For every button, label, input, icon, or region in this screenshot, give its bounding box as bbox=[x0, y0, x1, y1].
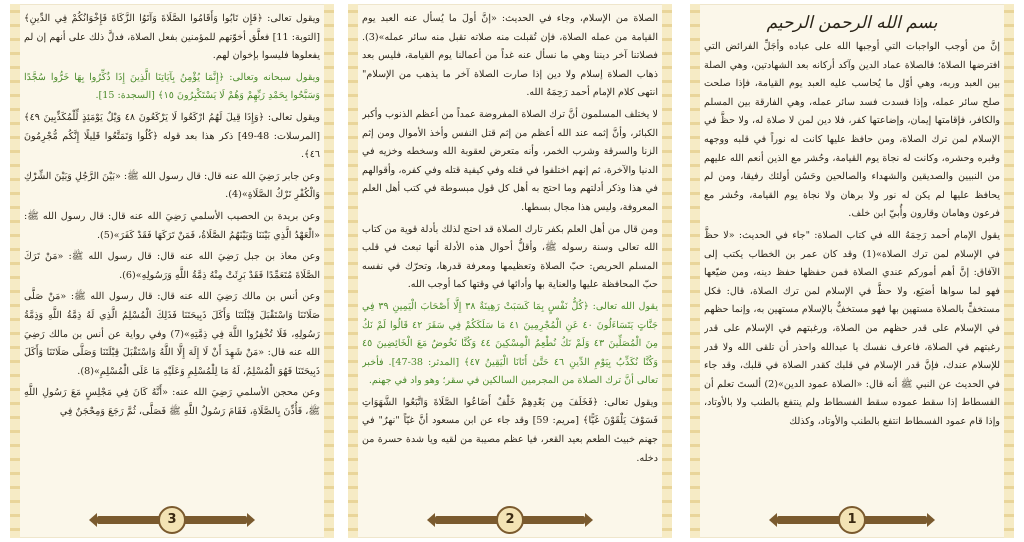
page-2-text bbox=[362, 10, 658, 500]
page-border-left bbox=[348, 4, 358, 538]
hadith-paragraph: وعن بريدة بن الحصيب الأسلمي رَضِيَ الله عنه قال: قال رسول الله ﷺ: «الْعَهْدُ الَّذِي بَيْنَنَا وَبَيْنَهُمُ الصَّلَاةُ، فَمَنْ تَرَكَهَا فَقَدْ كَفَرَ»(5). bbox=[24, 210, 320, 241]
page-footer bbox=[10, 500, 334, 536]
page-3-text bbox=[24, 10, 320, 500]
page-border-left bbox=[10, 4, 20, 538]
paragraph: إنَّ من أوجب الواجبات التي أوجبها الله على عباده وأجَلِّ الفرائض التي افترضها الصلاة؛ فالصلاة عماد الدين وآكد أركانه بعد الشهادتين، وهي الصلة بين العبد وربه، وهي أوّل ما يُحاسب عليه العبد يوم القيامة، فإذا صلحت صلح سائر عمله، وإذا فسدت فسد سائر عمله، وهي الفارقة بين المسلم والكافر، فإقامتها إيمان، وإضاعتها كفر، فلا دين لمن لا صلاة له، ولا حظَّ في الإسلام لمن ترك الصلاة، ومن حافظ عليها كانت له نوراً في قلبه ووجهه وقبره وحشره، وكانت له نجاة يوم القيامة، وحُشر مع الذين أنعم الله عليهم من النبيين والصديقين والشهداء والصالحين وحَسُن أولئك رفيقا، ومن لم يحافظ عليها لم يكن له نور ولا برهان ولا نجاة يوم القيامة، وحُشر مع فرعون وهامان وقارون وأُبيّ ابن خلف. bbox=[704, 41, 1000, 220]
paragraph: ويقول تعالى: ﴿وَإِذَا قِيلَ لَهُمُ ارْكَعُوا لَا يَرْكَعُونَ ٤٨ وَيْلٌ يَوْمَئِذٍ لِّلْمُكَذِّبِينَ ٤٩﴾ [المرسلات: 48-49] ذكر هذا بعد قوله ﴿كُلُوا وَتَمَتَّعُوا قَلِيلًا إِنَّكُم مُّجْرِمُونَ ٤٦﴾. bbox=[24, 111, 320, 161]
paragraph: يقول الإمام أحمد رَحِمَهُ الله في كتاب الصلاة: "جاء في الحديث: «لا حظَّ في الإسلام لمن ترك الصلاة»(1) وقد كان عمر بن الخطاب يكتب إلى الآفاق: إنَّ أهم أموركم عندي الصلاة فمن حفظها حفظ دينه، ومن ضيّعها فهو لما سواها أضيَع، ولا حظَّ في الإسلام لمن ترك الصلاة، قال: فكل مستخفٍّ بالصلاة مستهين بها فهو مستخفٌّ بالإسلام مستهين به، وإنما حظهم في الإسلام على قدر حظهم من الصلاة، ورغبتهم في الإسلام على قدر رغبتهم في الصلاة، فاعرف نفسك يا عبدالله واحذر أن تلقى الله ولا قدر للإسلام عندك، فإنَّ قدر الإسلام في قلبك كقدر الصلاة في قلبك، وقد جاء في الحديث عن النبي ﷺ أنه قال: «الصلاة عمود الدين»(2) ألستَ تعلم أن الفسطاط إذا سقط عموده سقط الفسطاط ولم ينتفع بالطنب ولا بالأوتاد، وإذا قام عمود الفسطاط انتفع بالطنب والأوتاد، وكذلك bbox=[704, 229, 1000, 427]
page-border-left bbox=[690, 4, 700, 538]
quran-quote: ويقول سبحانه وتعالى: ﴿إِنَّمَا يُؤْمِنُ بِآيَاتِنَا الَّذِينَ إِذَا ذُكِّرُوا بِهَا خَرُّوا سُجَّدًا وَسَبَّحُوا بِحَمْدِ رَبِّهِمْ وَهُمْ لَا يَسْتَكْبِرُونَ ١٥﴾ [السجدة: 15]. bbox=[24, 71, 320, 102]
page-1 bbox=[690, 4, 1014, 538]
paragraph: لا يختلف المسلمون أنَّ ترك الصلاة المفروضة عمداً من أعظم الذنوب وأكبر الكبائر، وأنَّ إثمه عند الله أعظم من إثم قتل النفس وأخذ الأموال ومن إثم الزنا والسرقة وشرب الخمر، وأنه متعرض لعقوبة الله وسخطه وخزيه في الدنيا والآخرة، ثم إنهم اختلفوا في قتله وفي كيفية قتله وفي كفره، وأقوالهم في هذا وذكر أدلتهم وما احتج به أهل كل قول مبسوطة في كتب أهل العلم المعروفة، وليس هذا مجال بسطها. bbox=[362, 108, 658, 213]
page-border-right bbox=[662, 4, 672, 538]
basmala-heading: بسم الله الرحمن الرحيم bbox=[766, 13, 938, 33]
paragraph: ومن قال من أهل العلم بكفر تارك الصلاة قد احتج لذلك بأدلة قوية من كتاب الله تعالى وسنة رسوله ﷺ، وأقلُّ أحوال هذه الأدلة أنها تبعث في قلب المسلم الحريص: حبّ الصلاة وتعظيمها ومعرفة قدرها، وتحرّك في نفسه حبّ المحافظة عليها والعناية بها وأدائها في وقتها كما أوجب الله. bbox=[362, 223, 658, 291]
page-border-right bbox=[324, 4, 334, 538]
page-footer bbox=[348, 500, 672, 536]
page-1-text bbox=[704, 10, 1000, 500]
page-number: 2 bbox=[496, 506, 524, 534]
hadith-paragraph: وعن أنس بن مالك رَضِيَ الله عنه قال: قال رسول الله ﷺ: «مَنْ صَلَّى صَلَاتَنَا وَاسْتَقْبَلَ قِبْلَتَنَا وَأَكَلَ ذَبِيحَتَنَا فَذَلِكَ الْمُسْلِمُ الَّذِي لَهُ ذِمَّةُ اللَّهِ وَذِمَّةُ رَسُولِهِ، فَلَا تُخْفِرُوا اللَّهَ فِي ذِمَّتِهِ»(7) وفي رواية عن أنس بن مالك رَضِيَ الله عنه قال: «مَنْ شَهِدَ أَنْ لَا إِلَهَ إِلَّا اللَّهُ وَاسْتَقْبَلَ قِبْلَتَنَا وَصَلَّى صَلَاتَنَا وَأَكَلَ ذَبِيحَتَنَا فَهُوَ الْمُسْلِمُ، لَهُ مَا لِلْمُسْلِمِ وَعَلَيْهِ مَا عَلَى الْمُسْلِمِ»(8). bbox=[24, 291, 320, 377]
page-number: 3 bbox=[158, 506, 186, 534]
paragraph: ويقول تعالى: ﴿فَخَلَفَ مِن بَعْدِهِمْ خَلْفٌ أَضَاعُوا الصَّلَاةَ وَاتَّبَعُوا الشَّهَوَاتِ فَسَوْفَ يَلْقَوْنَ غَيًّا﴾ [مريم: 59] وقد جاء عن ابن مسعود أنَّ غيّاً "نهرٌ" في جهنم خبيث الطعم بعيد القعر، فيا عظم مصيبة من لقيه ويا شدة حسرة من دخله. bbox=[362, 396, 658, 464]
hadith-paragraph: وعن معاذ بن جبل رَضِيَ الله عنه قال: قال رسول الله ﷺ: «مَنْ تَرَكَ الصَّلَاةَ مُتَعَمِّدًا فَقَدْ بَرِئَتْ مِنْهُ ذِمَّةُ اللَّهِ وَرَسُولِهِ»(6). bbox=[24, 251, 320, 281]
paragraph: الصلاة من الإسلام، وجاء في الحديث: «إنَّ أولَ ما يُسأل عنه العبد يوم القيامة من عمله الصلاة، فإن تُقبلت منه صلاته تقبل منه سائر عمله»(3). فصلاتنا آخر ديننا وهي ما نسأل عنه غداً من أعمالنا يوم القيامة، فليس بعد ذهاب الصلاة إسلام ولا دين إذا صارت الصلاة آخر ما يذهب من الإسلام" انتهى كلام الإمام أحمد رَحِمَهُ الله. bbox=[362, 13, 658, 99]
paragraph: ويقول تعالى: ﴿فَإِن تَابُوا وَأَقَامُوا الصَّلَاةَ وَآتَوُا الزَّكَاةَ فَإِخْوَانُكُمْ فِي الدِّينِ﴾ [التوبة: 11] فعلَّق أخوّتهم للمؤمنين بفعل الصلاة، فدلَّ ذلك على أنهم إن لم يفعلوها فليسوا بإخوان لهم. bbox=[24, 13, 320, 62]
page-number: 1 bbox=[838, 506, 866, 534]
page-footer bbox=[690, 500, 1014, 536]
hadith-paragraph: وعن جابر رَضِيَ الله عنه قال: قال رسول الله ﷺ: «بَيْنَ الرَّجُلِ وَبَيْنَ الشِّرْكِ وَالْكُفْرِ تَرْكُ الصَّلَاةِ»(4). bbox=[24, 170, 320, 201]
page-3 bbox=[10, 4, 334, 538]
page-border-right bbox=[1004, 4, 1014, 538]
hadith-paragraph: وعن محجن الأسلمي رَضِيَ الله عنه: «أَنَّهُ كَانَ فِي مَجْلِسٍ مَعَ رَسُولِ اللَّهِ ﷺ، فَأُذِّنَ بِالصَّلَاةِ، فَقَامَ رَسُولُ اللَّهِ ﷺ فَصَلَّى، ثُمَّ رَجَعَ وَمِحْجَنٌ فِي bbox=[24, 387, 320, 417]
quran-quote: يقول الله تعالى: ﴿كُلُّ نَفْسٍ بِمَا كَسَبَتْ رَهِينَةٌ ٣٨ إِلَّا أَصْحَابَ الْيَمِينِ ٣٩ فِي جَنَّاتٍ يَتَسَاءَلُونَ ٤٠ عَنِ الْمُجْرِمِينَ ٤١ مَا سَلَكَكُمْ فِي سَقَرَ ٤٢ قَالُوا لَمْ نَكُ مِنَ الْمُصَلِّينَ ٤٣ وَلَمْ نَكُ نُطْعِمُ الْمِسْكِينَ ٤٤ وَكُنَّا نَخُوضُ مَعَ الْخَائِضِينَ ٤٥ وَكُنَّا نُكَذِّبُ بِيَوْمِ الدِّينِ ٤٦ حَتَّىٰ أَتَانَا الْيَقِينُ ٤٧﴾ [المدثر: 38-47]. فأخبر تعالى أنَّ ترك الصلاة من المجرمين السالكين في سقر؛ وهو واد في جهنم. bbox=[362, 300, 658, 387]
page-2 bbox=[348, 4, 672, 538]
